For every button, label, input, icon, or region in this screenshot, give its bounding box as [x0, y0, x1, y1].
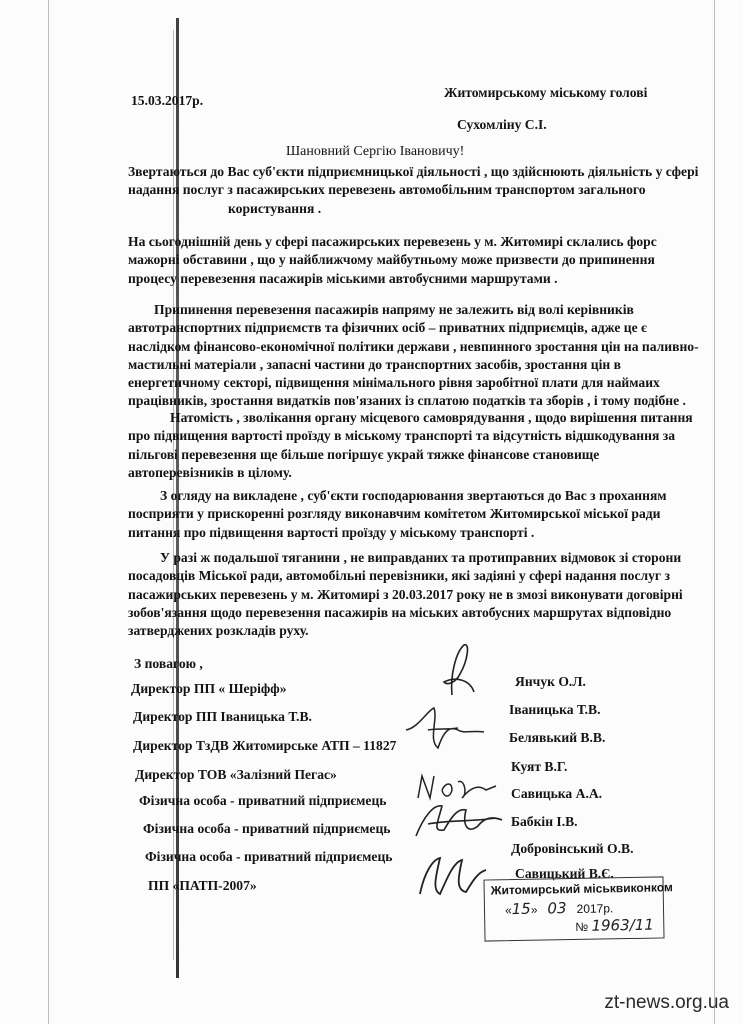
- watermark-text: zt-news.org.ua: [604, 992, 729, 1013]
- paragraph-6: [128, 549, 683, 640]
- registration-stamp: [483, 876, 673, 941]
- signatory-name: Янчук О.Л.: [515, 674, 586, 689]
- signatory-name: Савицький В.Є.: [515, 866, 614, 881]
- paragraph-line: питання про підвищення вартості проїзду у міському транспорті .: [128, 524, 535, 540]
- scan-edge-line: [714, 0, 715, 1024]
- handwritten-signature: [408, 796, 508, 846]
- paragraph-line: процесу перевезення пасажирів міськими автобусними маршрутами .: [128, 270, 558, 286]
- signatory-name: Бабкін І.В.: [511, 814, 578, 829]
- handwritten-signature: [410, 850, 490, 900]
- paragraph-line: посадовців Міської ради, автомобільні перевізники, які задіяні у сфері надання послуг з: [128, 568, 670, 584]
- paragraph-line: затверджених розкладів руху.: [128, 623, 309, 639]
- paragraph-line: мажорні обставини , що у найближчому майбутньому може призвести до припинення: [128, 252, 655, 268]
- stamp-number-value: 1963/11: [591, 915, 654, 935]
- paragraph-line: пільгові перевезення ще більше погіршує украй тяжке фінансове становище: [128, 446, 600, 462]
- handwritten-signature: [398, 700, 488, 755]
- paragraph-line: Припинення перевезення пасажирів напряму не залежить від волі керівників: [154, 302, 634, 317]
- stamp-number: [575, 916, 654, 935]
- signatory-role: Директор ТзДВ Житомирське АТП – 11827: [133, 738, 397, 753]
- stamp-date-year: 2017р.: [576, 901, 614, 916]
- paragraph-line: На сьогоднішній день у сфері пасажирських перевезень у м. Житомирі склались форс: [128, 234, 657, 249]
- signatory-name: Белявький В.В.: [509, 730, 606, 745]
- paragraph-line: надання послуг з пасажирських перевезень автомобільним транспортом загального: [128, 182, 646, 198]
- paragraph-line: У разі ж подальшої тяганини , не виправданих та протиправних відмовок зі сторони: [160, 550, 682, 565]
- paragraph-line: автотранспортних підприємств та фізичних осіб – приватних підприємців, адже це є: [128, 320, 647, 336]
- signatory-name: Добровінський О.В.: [511, 841, 634, 856]
- paragraph-line: Натомість , зволікання органу місцевого самоврядування , щодо вирішення питання: [170, 410, 693, 425]
- paragraph-1: [128, 163, 698, 218]
- signatory-name: Іваницька Т.В.: [509, 702, 601, 717]
- paragraph-2: [128, 233, 657, 288]
- paragraph-line: про підвищення вартості проїзду в міському транспорті та відсутність відшкодування за: [128, 428, 675, 444]
- paragraph-3: [128, 301, 699, 411]
- signatory-role: Директор ТОВ «Залізний Пегас»: [135, 767, 337, 782]
- scan-edge-line: [48, 0, 49, 1024]
- letter-date: 15.03.2017р.: [131, 93, 204, 108]
- paragraph-line: З огляду на викладене , суб'єкти господарювання звертаються до Вас з проханням: [160, 488, 667, 503]
- signatory-role: ПП «ПАТП-2007»: [148, 878, 257, 893]
- signatory-role: Директор ПП Іваницька Т.В.: [133, 709, 312, 724]
- stamp-date: «15» 03 2017р.: [504, 899, 614, 919]
- signatory-role: Фізична особа - приватний підприємець: [143, 821, 391, 836]
- signatory-name: Куят В.Г.: [511, 759, 568, 774]
- paragraph-4: [128, 409, 693, 482]
- signatory-role: Фізична особа - приватний підприємець: [145, 849, 393, 864]
- signatory-role: Фізична особа - приватний підприємець: [139, 793, 387, 808]
- signatory-name: Савицька А.А.: [511, 786, 603, 801]
- paragraph-line: посприяти у прискоренні розгляду виконавчим комітетом Житомирської міської ради: [128, 506, 661, 522]
- paragraph-line: пасажирських перевезень у м. Житомирі з 20.03.2017 року не в змозі виконувати договірні: [128, 586, 683, 602]
- paragraph-line: автоперевізників в цілому.: [128, 464, 292, 480]
- handwritten-signature: [430, 640, 490, 700]
- paragraph-line: наслідком фінансово-економічної політики держави , невпинного зростання цін на паливно-: [128, 338, 699, 354]
- paragraph-5: [128, 487, 667, 542]
- stamp-date-day: 15: [511, 899, 531, 919]
- stamp-date-month: 03: [547, 899, 567, 918]
- signatory-role: Директор ПП « Шеріфф»: [131, 681, 287, 696]
- closing-phrase: З повагою ,: [134, 656, 203, 671]
- stamp-number-label: №: [575, 919, 589, 934]
- paragraph-line: зобов'язання щодо перевезення пасажирів на міських автобусних маршрутах відповідно: [128, 604, 672, 620]
- paragraph-line: працівників, зростання видатків пов'язаних із сплатою податків та зборів , і тому подібне .: [128, 393, 686, 409]
- recipient-title: Житомирському міському голові: [444, 85, 648, 100]
- salutation: Шановний Сергію Івановичу!: [286, 144, 465, 159]
- paragraph-line: користування .: [228, 200, 322, 216]
- stamp-organization: Житомирський міськвиконком: [490, 880, 673, 898]
- paragraph-line: Звертаються до Вас суб'єкти підприємницької діяльності , що здійснюють діяльність у сфері: [128, 164, 699, 179]
- paragraph-line: мастильні матеріали , запасні частини до транспортних засобів, зростання цін в: [128, 356, 621, 372]
- paragraph-line: енергетичному секторі, підвищення мінімального рівня заробітної плати для наймаих: [128, 375, 660, 391]
- recipient-name: Сухомліну С.І.: [457, 117, 547, 132]
